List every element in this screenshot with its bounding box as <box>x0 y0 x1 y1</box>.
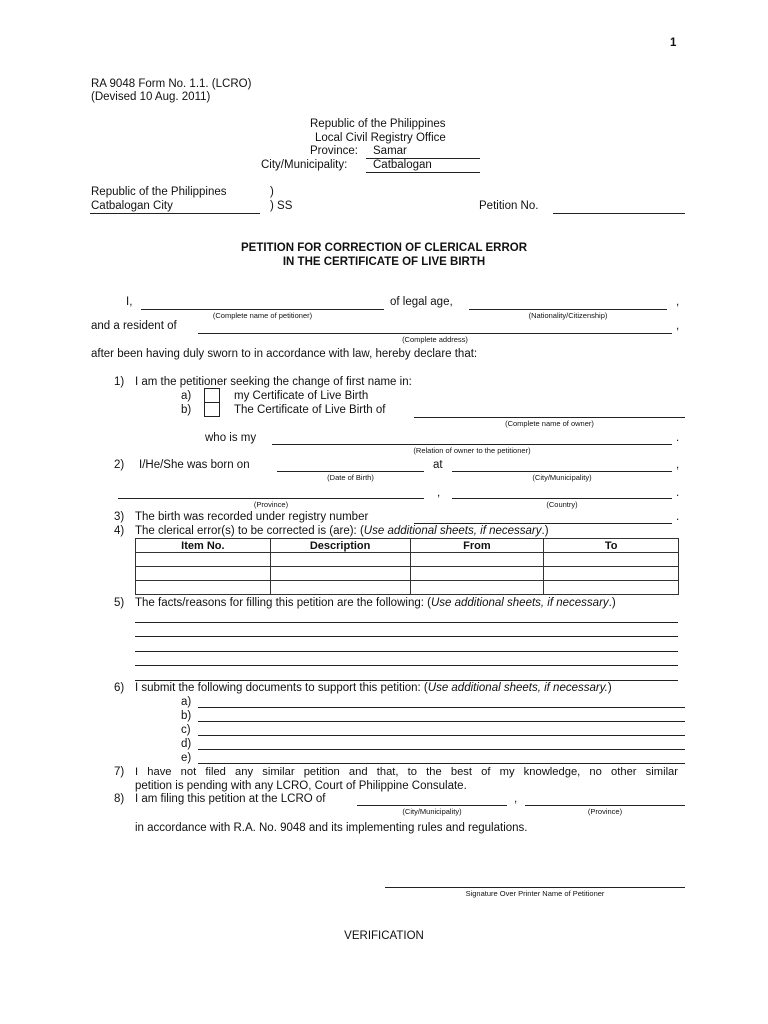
document-field-c[interactable] <box>198 735 685 736</box>
item3-number: 3) <box>114 511 125 523</box>
petition-no-field[interactable] <box>553 213 685 214</box>
reason-line[interactable] <box>135 680 678 681</box>
header-province-value[interactable]: Samar <box>373 145 407 157</box>
table-cell[interactable] <box>410 553 544 567</box>
owner-name-field[interactable] <box>414 417 685 418</box>
venue-republic: Republic of the Philippines <box>91 186 227 198</box>
item2-comma: , <box>676 459 680 471</box>
header-office: Local Civil Registry Office <box>315 132 446 144</box>
document-field-d[interactable] <box>198 749 685 750</box>
table-cell[interactable] <box>270 581 410 595</box>
item2-comma-2: , <box>437 487 441 499</box>
doc-letter-e: e) <box>181 752 192 764</box>
birth-city-caption: (City/Municipality) <box>532 473 592 482</box>
title-line-2: IN THE CERTIFICATE OF LIVE BIRTH <box>282 256 486 268</box>
form-revision: (Devised 10 Aug. 2011) <box>91 91 211 103</box>
header-city-value[interactable]: Catbalogan <box>373 159 432 171</box>
table-cell[interactable] <box>544 581 679 595</box>
table-cell[interactable] <box>410 581 544 595</box>
reason-line[interactable] <box>135 665 678 666</box>
dob-field[interactable] <box>277 471 424 472</box>
item7-line-1: I have not filed any similar petition and that, to the best of my knowledge, no other similar <box>135 766 678 778</box>
item4-text: The clerical error(s) to be corrected is (are): ( <box>135 525 364 537</box>
item8-comma: , <box>514 793 518 805</box>
doc-letter-b: b) <box>181 710 192 722</box>
address-field[interactable] <box>198 333 672 334</box>
birth-province-field[interactable] <box>118 498 424 499</box>
venue-paren: ) <box>270 186 274 198</box>
doc-letter-a: a) <box>181 696 192 708</box>
table-cell[interactable] <box>544 553 679 567</box>
item6-close: ) <box>607 682 612 694</box>
table-row[interactable] <box>136 581 679 595</box>
col-description: Description <box>270 539 410 553</box>
address-caption: (Complete address) <box>402 335 468 344</box>
col-item-no: Item No. <box>136 539 271 553</box>
lcro-province-field[interactable] <box>525 805 685 806</box>
birth-city-field[interactable] <box>452 471 672 472</box>
item2-at: at <box>433 459 443 471</box>
doc-letter-c: c) <box>181 724 191 736</box>
col-from: From <box>410 539 544 553</box>
table-cell[interactable] <box>136 581 271 595</box>
who-is-my: who is my <box>205 432 257 444</box>
table-row[interactable] <box>136 553 679 567</box>
doc-letter-d: d) <box>181 738 192 750</box>
item7-number: 7) <box>114 766 125 778</box>
nationality-caption: (Nationality/Citizenship) <box>528 311 608 320</box>
city-underline <box>366 172 480 173</box>
item4-text-container <box>135 525 549 537</box>
lcro-city-field[interactable] <box>357 805 507 806</box>
document-field-a[interactable] <box>198 707 685 708</box>
venue-city: Catbalogan City <box>91 200 173 212</box>
item1-b-label: b) <box>181 404 192 416</box>
country-caption: (Country) <box>546 500 578 509</box>
table-cell[interactable] <box>136 567 271 581</box>
lcro-city-caption: (City/Municipality) <box>402 807 462 816</box>
item1-a-label: a) <box>181 390 192 402</box>
venue-ss: ) SS <box>270 200 293 212</box>
item8-text: I am filing this petition at the LCRO of <box>135 793 326 805</box>
item6-text: I submit the following documents to support this petition: ( <box>135 682 428 694</box>
nationality-field[interactable] <box>469 309 667 310</box>
country-period: . <box>676 487 680 499</box>
item6-number: 6) <box>114 682 125 694</box>
relation-caption: (Relation of owner to the petitioner) <box>413 446 531 455</box>
item6-text-container <box>135 682 612 694</box>
page-number: 1 <box>670 37 677 49</box>
document-field-e[interactable] <box>198 763 685 764</box>
item1-text: I am the petitioner seeking the change of first name in: <box>135 376 412 388</box>
item8-accordance: in accordance with R.A. No. 9048 and its implementing rules and regulations. <box>135 822 528 834</box>
venue-city-underline <box>90 213 260 214</box>
item2-number: 2) <box>114 459 125 471</box>
checkbox-a[interactable] <box>204 388 220 403</box>
item1-b-text: The Certificate of Live Birth of <box>234 404 386 416</box>
signature-caption: Signature Over Printer Name of Petitioner <box>465 889 605 898</box>
lcro-province-caption: (Province) <box>587 807 623 816</box>
intro-i: I, <box>126 296 133 308</box>
petition-no-label: Petition No. <box>479 200 539 212</box>
resident-of: and a resident of <box>91 320 177 332</box>
reason-line[interactable] <box>135 622 678 623</box>
item3-period: . <box>676 511 680 523</box>
item4-italic: Use additional sheets, if necessary <box>363 525 542 537</box>
province-caption: (Province) <box>253 500 289 509</box>
dob-caption: (Date of Birth) <box>327 473 374 482</box>
header-province-label: Province: <box>310 145 358 157</box>
item3-text: The birth was recorded under registry number <box>135 511 369 523</box>
header-republic: Republic of the Philippines <box>310 118 446 130</box>
relation-period: . <box>676 432 680 444</box>
owner-caption: (Complete name of owner) <box>505 419 594 428</box>
item5-close: .) <box>608 597 616 609</box>
item5-number: 5) <box>114 597 125 609</box>
item1-a-text: my Certificate of Live Birth <box>234 390 369 402</box>
signature-field[interactable] <box>385 887 685 888</box>
petitioner-caption: (Complete name of petitioner) <box>212 311 313 320</box>
item7-line-2: petition is pending with any LCRO, Court of Philippine Consulate. <box>135 780 467 792</box>
document-field-b[interactable] <box>198 721 685 722</box>
table-cell[interactable] <box>270 553 410 567</box>
item4-number: 4) <box>114 525 125 537</box>
verification-heading: VERIFICATION <box>344 930 424 942</box>
item4-close: .) <box>541 525 549 537</box>
table-cell[interactable] <box>544 567 679 581</box>
title-line-1: PETITION FOR CORRECTION OF CLERICAL ERROR <box>240 242 527 254</box>
sworn-statement: after been having duly sworn to in accordance with law, hereby declare that: <box>91 348 478 360</box>
header-city-label: City/Municipality: <box>261 159 348 171</box>
form-id: RA 9048 Form No. 1.1. (LCRO) <box>91 78 252 90</box>
item5-italic: Use additional sheets, if necessary <box>430 597 609 609</box>
item5-text: The facts/reasons for filling this petition are the following: ( <box>135 597 431 609</box>
checkbox-b[interactable] <box>204 402 220 417</box>
table-header-row <box>136 539 679 553</box>
item8-number: 8) <box>114 793 125 805</box>
of-legal-age: of legal age, <box>390 296 453 308</box>
item1-number: 1) <box>114 376 125 388</box>
col-to: To <box>544 539 679 553</box>
address-comma: , <box>676 320 680 332</box>
item5-text-container <box>135 597 616 609</box>
table-cell[interactable] <box>136 553 271 567</box>
item2-text: I/He/She was born on <box>139 459 250 471</box>
table-cell[interactable] <box>270 567 410 581</box>
reason-line[interactable] <box>135 636 678 637</box>
table-row[interactable] <box>136 567 679 581</box>
table-cell[interactable] <box>410 567 544 581</box>
reason-line[interactable] <box>135 651 678 652</box>
clerical-error-table <box>135 538 679 595</box>
item6-italic: Use additional sheets, if necessary. <box>427 682 608 694</box>
relation-field[interactable] <box>272 444 672 445</box>
petitioner-name-field[interactable] <box>141 309 384 310</box>
intro-comma: , <box>676 296 680 308</box>
birth-country-field[interactable] <box>452 498 672 499</box>
registry-number-field[interactable] <box>414 523 672 524</box>
